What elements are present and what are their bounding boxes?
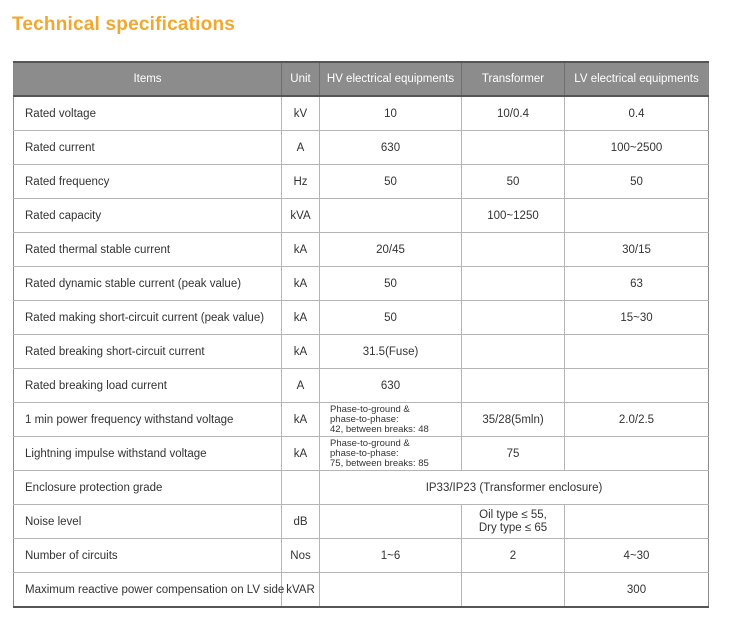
item-cell: Rated breaking load current bbox=[14, 369, 282, 403]
hv-cell: 50 bbox=[320, 165, 462, 199]
table-row bbox=[14, 267, 709, 301]
unit-cell: A bbox=[282, 131, 320, 165]
hv-cell: 50 bbox=[320, 267, 462, 301]
header-transformer: Transformer bbox=[462, 62, 565, 96]
item-cell: Rated breaking short-circuit current bbox=[14, 335, 282, 369]
hv-cell: 10 bbox=[320, 96, 462, 131]
transformer-cell: 10/0.4 bbox=[462, 96, 565, 131]
page-title: Technical specifications bbox=[12, 14, 236, 35]
table-row bbox=[14, 505, 709, 539]
hv-cell: 20/45 bbox=[320, 233, 462, 267]
unit-cell: kA bbox=[282, 437, 320, 471]
hv-cell bbox=[320, 505, 462, 539]
transformer-cell: 2 bbox=[462, 539, 565, 573]
unit-cell: kA bbox=[282, 301, 320, 335]
hv-line: 75, between breaks: 85 bbox=[330, 457, 429, 469]
item-cell: Rated current bbox=[14, 131, 282, 165]
table-row bbox=[14, 335, 709, 369]
item-cell: Rated frequency bbox=[14, 165, 282, 199]
unit-cell: kA bbox=[282, 267, 320, 301]
hv-cell: 50 bbox=[320, 301, 462, 335]
item-cell: Enclosure protection grade bbox=[14, 471, 282, 505]
table-row bbox=[14, 369, 709, 403]
lv-cell bbox=[565, 199, 709, 233]
hv-line: Phase-to-ground & bbox=[330, 403, 410, 415]
table-row bbox=[14, 233, 709, 267]
item-cell: Number of circuits bbox=[14, 539, 282, 573]
transformer-cell bbox=[462, 267, 565, 301]
unit-cell bbox=[282, 471, 320, 505]
hv-line: Phase-to-ground & bbox=[330, 437, 410, 449]
transformer-line: Oil type ≤ 55, bbox=[479, 508, 547, 521]
hv-cell: 630 bbox=[320, 369, 462, 403]
table-row bbox=[14, 131, 709, 165]
item-cell: Rated capacity bbox=[14, 199, 282, 233]
transformer-line: Dry type ≤ 65 bbox=[478, 521, 548, 534]
hv-line: 42, between breaks: 48 bbox=[330, 423, 429, 435]
lv-cell bbox=[565, 505, 709, 539]
transformer-cell bbox=[462, 573, 565, 608]
hv-cell bbox=[320, 573, 462, 608]
lv-cell: 50 bbox=[565, 165, 709, 199]
transformer-cell bbox=[462, 335, 565, 369]
unit-cell: kVAR bbox=[282, 573, 320, 608]
unit-cell: A bbox=[282, 369, 320, 403]
item-cell: Rated dynamic stable current (peak value) bbox=[14, 267, 282, 301]
table-row bbox=[14, 573, 709, 608]
hv-cell bbox=[320, 437, 462, 471]
lv-cell: 30/15 bbox=[565, 233, 709, 267]
lv-cell bbox=[565, 437, 709, 471]
unit-cell: dB bbox=[282, 505, 320, 539]
table-header-row bbox=[14, 62, 709, 96]
transformer-cell bbox=[462, 301, 565, 335]
lv-cell: 100~2500 bbox=[565, 131, 709, 165]
unit-cell: kV bbox=[282, 96, 320, 131]
transformer-cell: 100~1250 bbox=[462, 199, 565, 233]
unit-cell: kVA bbox=[282, 199, 320, 233]
header-hv: HV electrical equipments bbox=[320, 62, 462, 96]
lv-cell bbox=[565, 335, 709, 369]
item-cell: Rated voltage bbox=[14, 96, 282, 131]
transformer-cell bbox=[462, 505, 565, 539]
item-cell: 1 min power frequency withstand voltage bbox=[14, 403, 282, 437]
lv-cell: 63 bbox=[565, 267, 709, 301]
hv-cell bbox=[320, 199, 462, 233]
item-cell: Lightning impulse withstand voltage bbox=[14, 437, 282, 471]
item-cell: Rated making short-circuit current (peak value) bbox=[14, 301, 282, 335]
hv-cell: 630 bbox=[320, 131, 462, 165]
table-row bbox=[14, 165, 709, 199]
unit-cell: kA bbox=[282, 403, 320, 437]
transformer-cell: 35/28(5mln) bbox=[462, 403, 565, 437]
transformer-cell bbox=[462, 233, 565, 267]
spec-table bbox=[13, 61, 709, 608]
table-row bbox=[14, 437, 709, 471]
unit-cell: Nos bbox=[282, 539, 320, 573]
lv-cell: 4~30 bbox=[565, 539, 709, 573]
table-row bbox=[14, 301, 709, 335]
header-unit: Unit bbox=[282, 62, 320, 96]
transformer-cell bbox=[462, 131, 565, 165]
hv-cell: 1~6 bbox=[320, 539, 462, 573]
lv-cell: 15~30 bbox=[565, 301, 709, 335]
item-cell: Maximum reactive power compensation on LV side bbox=[14, 573, 282, 608]
table-row bbox=[14, 471, 709, 505]
unit-cell: kA bbox=[282, 335, 320, 369]
protection-grade-cell: IP33/IP23 (Transformer enclosure) bbox=[320, 471, 709, 505]
lv-cell: 0.4 bbox=[565, 96, 709, 131]
hv-cell: 31.5(Fuse) bbox=[320, 335, 462, 369]
lv-cell bbox=[565, 369, 709, 403]
transformer-cell bbox=[462, 369, 565, 403]
header-lv: LV electrical equipments bbox=[565, 62, 709, 96]
hv-line: phase-to-phase: bbox=[330, 413, 399, 425]
unit-cell: kA bbox=[282, 233, 320, 267]
lv-cell: 300 bbox=[565, 573, 709, 608]
item-cell: Noise level bbox=[14, 505, 282, 539]
table-row bbox=[14, 199, 709, 233]
transformer-cell: 75 bbox=[462, 437, 565, 471]
unit-cell: Hz bbox=[282, 165, 320, 199]
table-row bbox=[14, 403, 709, 437]
lv-cell: 2.0/2.5 bbox=[565, 403, 709, 437]
item-cell: Rated thermal stable current bbox=[14, 233, 282, 267]
hv-line: phase-to-phase: bbox=[330, 447, 399, 459]
header-items: Items bbox=[14, 62, 282, 96]
transformer-cell: 50 bbox=[462, 165, 565, 199]
table-row bbox=[14, 96, 709, 131]
hv-cell bbox=[320, 403, 462, 437]
table-row bbox=[14, 539, 709, 573]
